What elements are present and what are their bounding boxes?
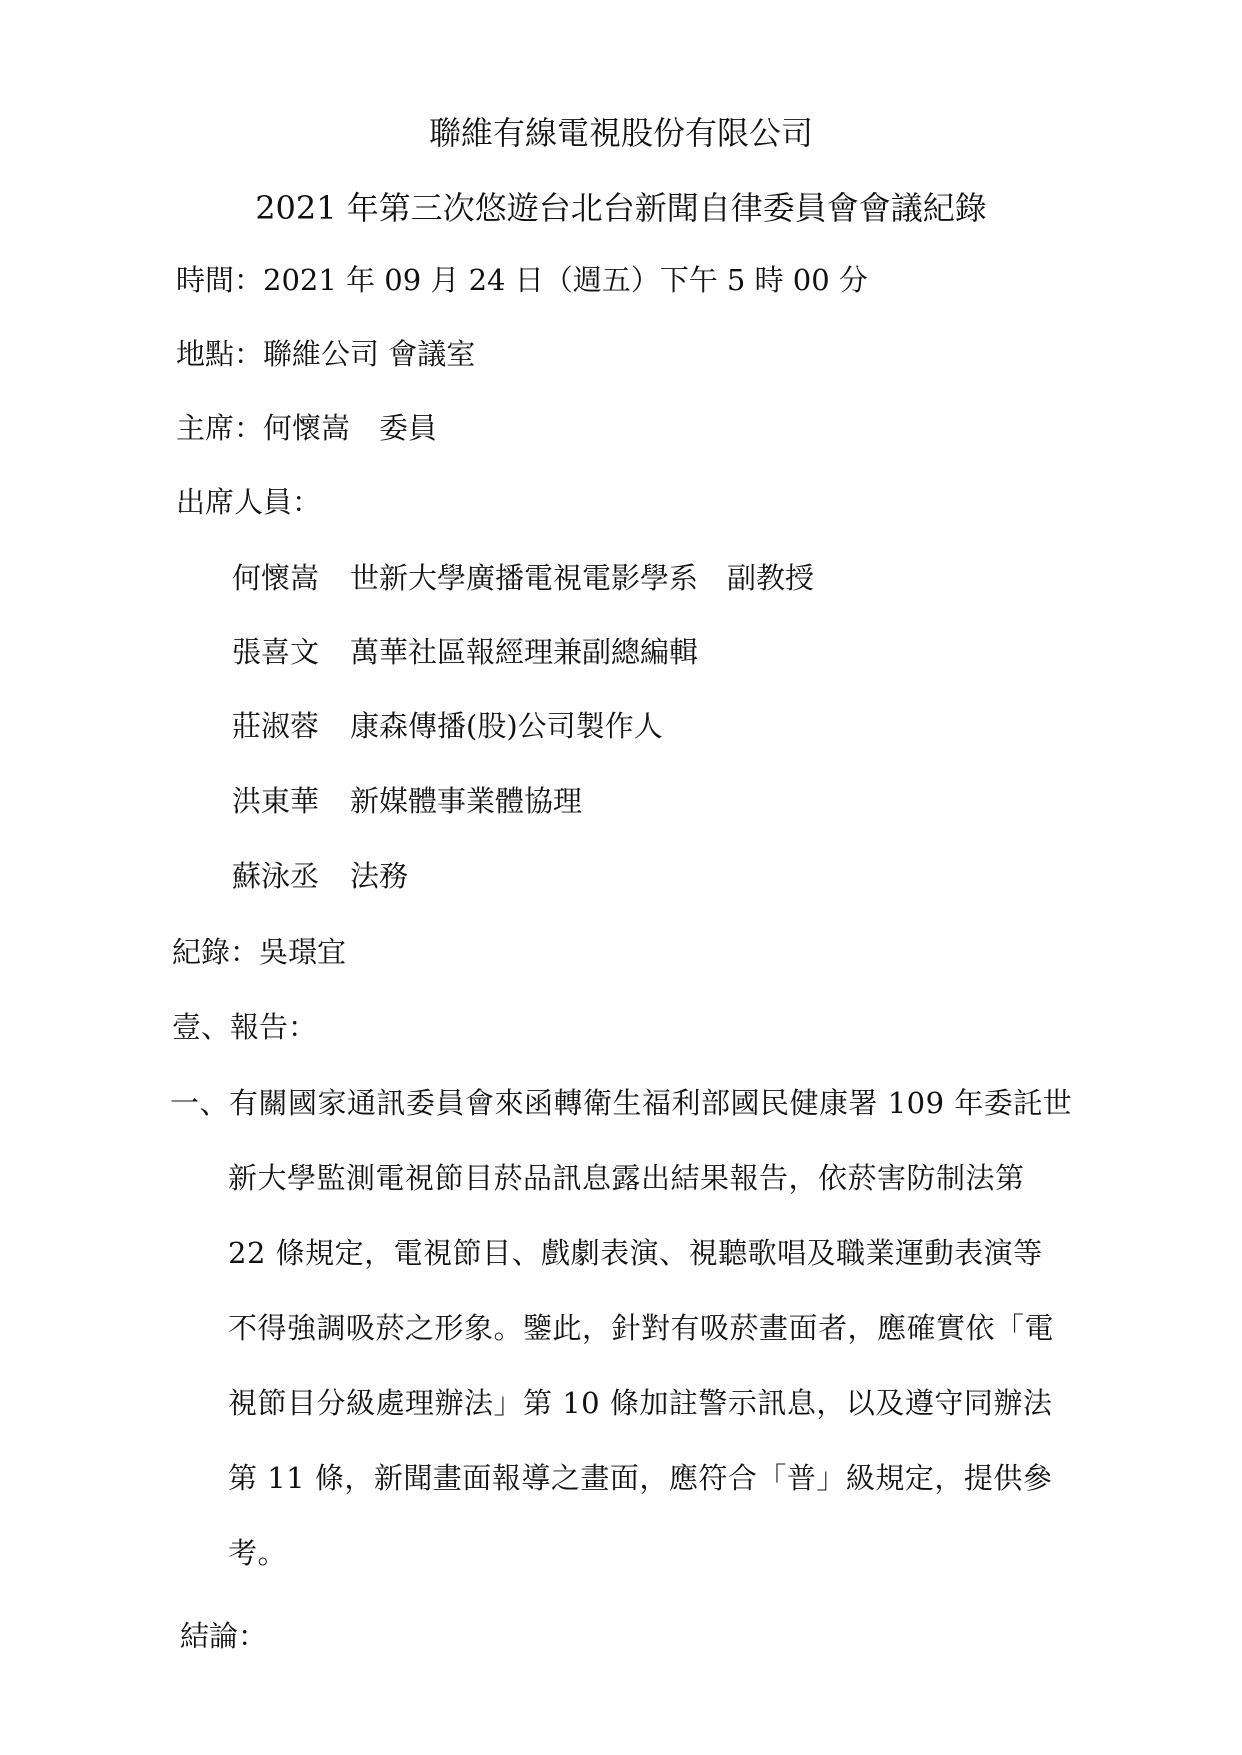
attendee-row (232, 783, 582, 819)
report-item-line: 第 11 條，新聞畫面報導之畫面，應符合「普」級規定，提供參 (228, 1461, 1053, 1495)
report-item-line: 不得強調吸菸之形象。鑒此，針對有吸菸畫面者，應確實依「電 (228, 1311, 1055, 1345)
attendee-role: 萬華社區報經理兼副總編輯 (350, 635, 699, 669)
attendee-name: 洪東華 (232, 784, 320, 818)
attendee-name: 張喜文 (232, 635, 320, 669)
attendee-role: 法務 (350, 859, 409, 893)
section-heading: 壹、報告： (172, 1010, 318, 1044)
attendee-row (232, 858, 408, 894)
company-name: 聯維有線電視股份有限公司 (428, 114, 813, 152)
report-item-line: 視節目分級處理辦法」第 10 條加註警示訊息，以及遵守同辦法 (228, 1386, 1053, 1420)
meeting-location: 地點：聯維公司 會議室 (176, 337, 476, 371)
attendee-name: 何懷嵩 (232, 561, 320, 595)
meeting-time: 時間：2021 年 09 月 24 日（週五）下午 5 時 00 分 (176, 263, 868, 297)
attendees-label: 出席人員： (176, 485, 322, 519)
attendee-role: 世新大學廣播電視電影學系 副教授 (350, 561, 815, 595)
attendee-row (232, 560, 814, 596)
attendee-role: 康森傳播(股)公司製作人 (350, 709, 663, 743)
attendee-name: 蘇泳丞 (232, 859, 320, 893)
report-item-line: 考。 (228, 1536, 288, 1570)
attendee-row (232, 634, 698, 670)
meeting-chair: 主席：何懷嵩 委員 (176, 411, 438, 445)
attendee-name: 莊淑蓉 (232, 709, 320, 743)
report-item-line: 新大學監測電視節目菸品訊息露出結果報告，依菸害防制法第 (228, 1161, 1025, 1195)
attendee-role: 新媒體事業體協理 (350, 784, 583, 818)
report-item-line: 一、有關國家通訊委員會來函轉衛生福利部國民健康署 109 年委託世 (170, 1086, 1073, 1120)
recorder: 紀錄：吳璟宜 (172, 935, 347, 969)
conclusion-heading: 結論： (180, 1619, 268, 1653)
attendee-row (232, 708, 663, 744)
report-item-line: 22 條規定，電視節目、戲劇表演、視聽歌唱及職業運動表演等 (228, 1236, 1043, 1270)
meeting-title: 2021 年第三次悠遊台北台新聞自律委員會會議紀錄 (255, 189, 987, 227)
